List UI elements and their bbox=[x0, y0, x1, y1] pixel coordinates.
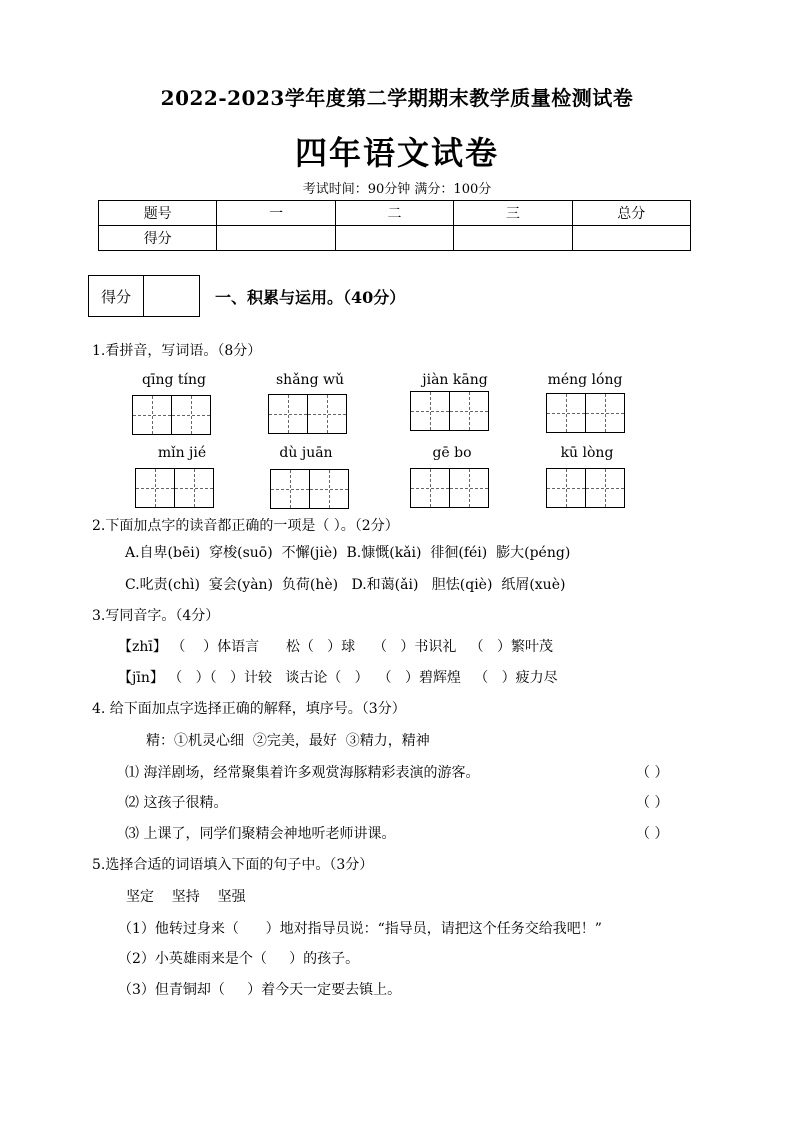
pinyin-label: qīng tíng bbox=[142, 372, 206, 388]
exam-title: 2022-2023学年度第二学期期末教学质量检测试卷 bbox=[160, 86, 634, 110]
score-input-cell[interactable] bbox=[217, 226, 335, 251]
writing-grid[interactable] bbox=[135, 468, 214, 508]
pinyin-label: mǐn jié bbox=[157, 445, 207, 461]
q3-title: 3.写同音字。（4分） bbox=[92, 608, 220, 624]
exam-subject: 四年语文试卷 bbox=[294, 134, 499, 172]
q4-item: ⑵ 这孩子很精。 bbox=[125, 795, 228, 811]
q3-line: 【zhī】 （ ）体语言 松（ ）球 （ ）书识礼 （ ）繁叶茂 bbox=[118, 639, 554, 655]
q4-title: 4. 给下面加点字选择正确的解释，填序号。（3分） bbox=[92, 701, 406, 717]
writing-grid[interactable] bbox=[410, 391, 489, 431]
score-table-cell: 三 bbox=[454, 201, 572, 226]
q2-options-line: A.自卑(bēi) 穿梭(suō) 不懈(jiè) B.慷慨(kǎi) 徘徊(féi) 膨大(péng) bbox=[125, 545, 571, 561]
q2-options-line: C.叱责(chì) 宴会(yàn) 负荷(hè) D.和蔼(ǎi) 胆怯(qiè) 纸屑(xuè) bbox=[125, 577, 566, 593]
q5-item: （3）但青铜却（ ）着今天一定要去镇上。 bbox=[118, 982, 402, 998]
q4-item: ⑴ 海洋剧场，经常聚集着许多观赏海豚精彩表演的游客。 bbox=[125, 765, 480, 781]
writing-grid[interactable] bbox=[410, 468, 489, 508]
pinyin-label: jiàn kāng bbox=[422, 372, 488, 388]
q3-line: 【jīn】 （ ）（ ）计较 谈古论（ ） （ ）碧辉煌 （ ）疲力尽 bbox=[118, 670, 558, 686]
pinyin-label: méng lóng bbox=[547, 372, 623, 388]
q5-item: （1）他转过身来（ ）地对指导员说：“指导员，请把这个任务交给我吧！” bbox=[118, 921, 602, 937]
pinyin-label: shǎng wǔ bbox=[276, 372, 344, 388]
exam-info: 考试时间：90分钟 满分：100分 bbox=[302, 182, 492, 197]
q1-title: 1.看拼音，写词语。（8分） bbox=[92, 343, 262, 359]
q5-words: 坚定 坚持 坚强 bbox=[126, 889, 246, 905]
q4-item: ⑶ 上课了，同学们聚精会神地听老师讲课。 bbox=[125, 826, 396, 842]
section-score-input[interactable] bbox=[144, 276, 199, 316]
section-score-label: 得分 bbox=[89, 276, 144, 316]
score-table-header-row bbox=[99, 201, 691, 226]
answer-blank[interactable]: （ ） bbox=[636, 765, 669, 781]
q2-title: 2.下面加点字的读音都正确的一项是（ ）。（2分） bbox=[92, 518, 399, 534]
answer-blank[interactable]: （ ） bbox=[636, 826, 669, 842]
writing-grid[interactable] bbox=[546, 393, 625, 433]
pinyin-label: dù juān bbox=[279, 445, 333, 461]
score-table-cell: 二 bbox=[335, 201, 453, 226]
section-score-box bbox=[88, 275, 200, 317]
section1-title: 一、积累与运用。（40分） bbox=[215, 288, 406, 307]
answer-blank[interactable]: （ ） bbox=[636, 795, 669, 811]
writing-grid[interactable] bbox=[546, 468, 625, 508]
score-input-cell[interactable] bbox=[572, 226, 690, 251]
score-input-cell[interactable] bbox=[335, 226, 453, 251]
score-input-cell[interactable] bbox=[454, 226, 572, 251]
q5-title: 5.选择合适的词语填入下面的句子中。（3分） bbox=[92, 857, 374, 873]
score-table-score-row bbox=[99, 226, 691, 251]
score-table-cell: 总分 bbox=[572, 201, 690, 226]
q4-options: 精：①机灵心细 ②完美，最好 ③精力，精神 bbox=[146, 733, 430, 749]
writing-grid[interactable] bbox=[270, 469, 349, 509]
score-table-cell: 题号 bbox=[99, 201, 217, 226]
q5-item: （2）小英雄雨来是个（ ）的孩子。 bbox=[118, 951, 360, 967]
pinyin-label: kū lòng bbox=[560, 445, 614, 461]
score-table-cell: 一 bbox=[217, 201, 335, 226]
score-table bbox=[98, 200, 691, 251]
pinyin-label: gē bo bbox=[432, 445, 472, 461]
writing-grid[interactable] bbox=[268, 394, 347, 434]
score-table-cell: 得分 bbox=[99, 226, 217, 251]
writing-grid[interactable] bbox=[132, 395, 211, 435]
